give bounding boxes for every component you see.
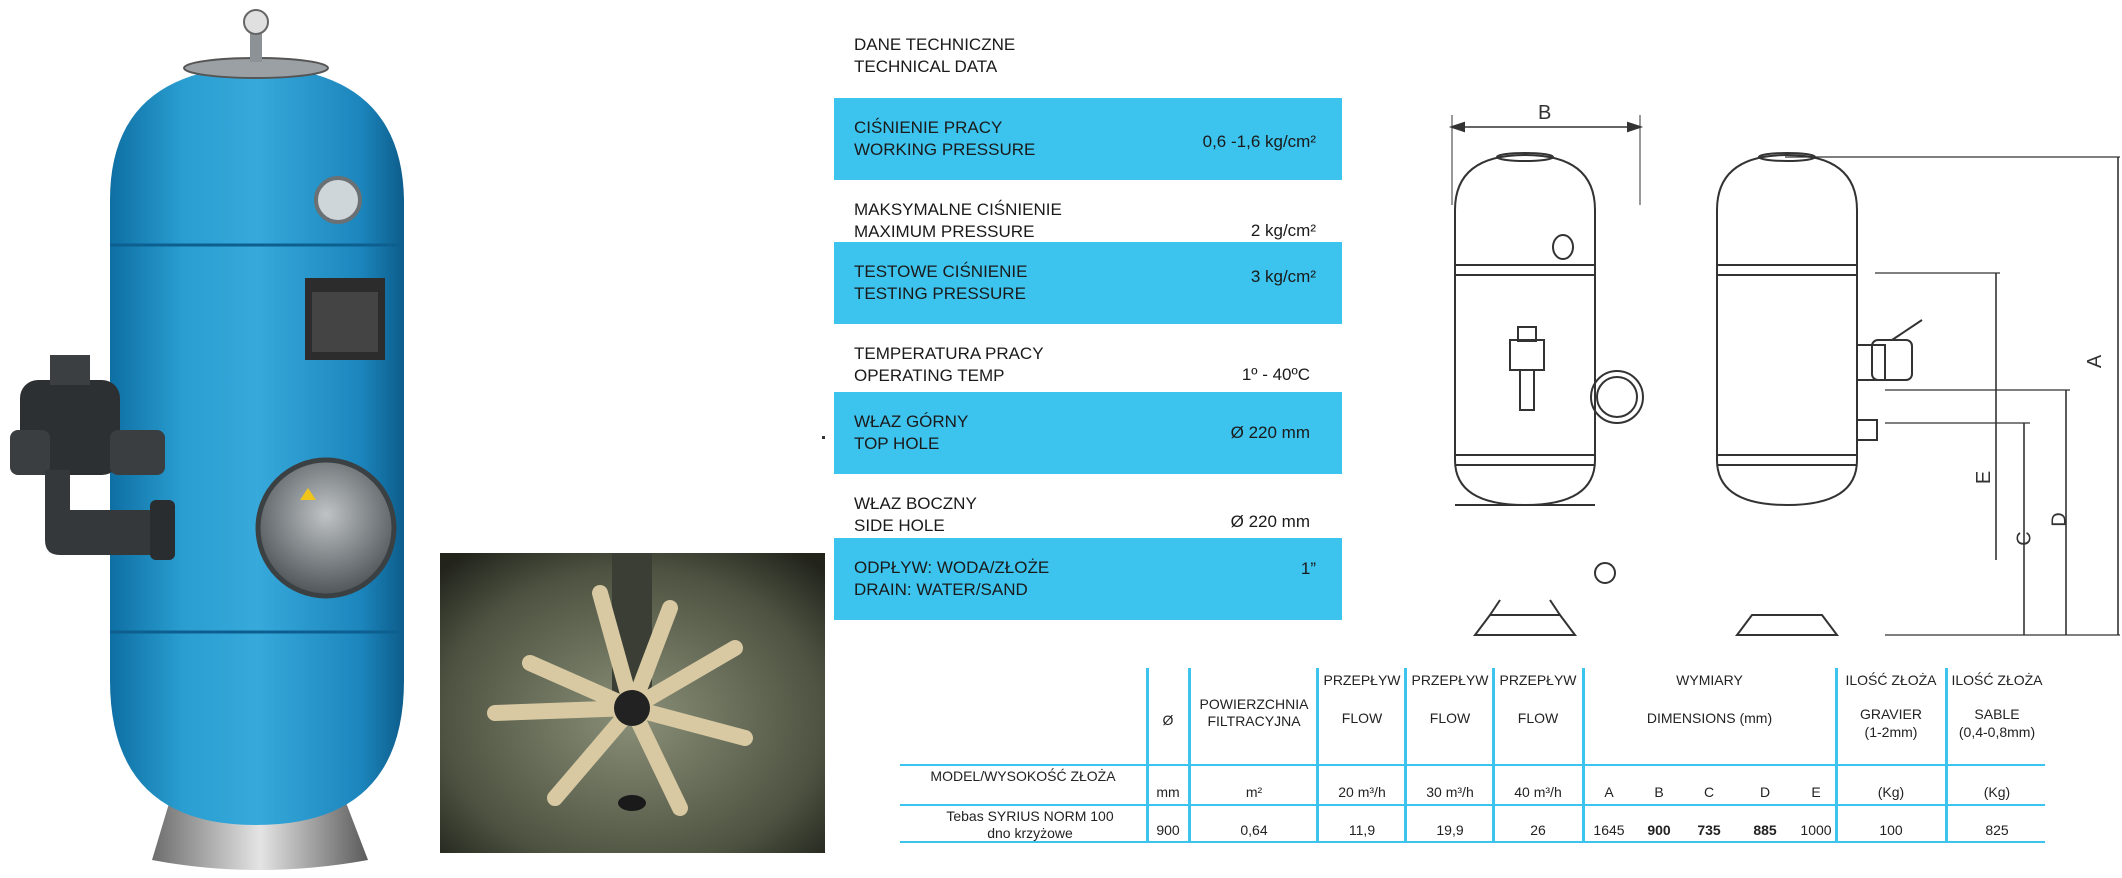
unit-b: B: [1654, 784, 1664, 800]
spec-label-en: SIDE HOLE: [854, 516, 945, 535]
spec-label-pl: MAKSYMALNE CIŚNIENIE: [854, 200, 1062, 219]
spec-label-pl: WŁAZ BOCZNY: [854, 494, 977, 513]
header-gravel-quantity: ILOŚĆ ZŁOŻA: [1845, 672, 1937, 688]
header-flow-pl-3: PRZEPŁYW: [1499, 672, 1577, 688]
spec-working-pressure: [834, 98, 1342, 180]
header-flow-pl-2: PRZEPŁYW: [1411, 672, 1489, 688]
unit-area: m²: [1245, 784, 1263, 800]
header-flow-en-1: FLOW: [1341, 710, 1383, 726]
spec-top-hole: [834, 392, 1342, 474]
value-flow-2: 19,9: [1436, 822, 1464, 838]
header-flow-pl-1: PRZEPŁYW: [1323, 672, 1401, 688]
dimension-label-e: E: [1973, 470, 1996, 485]
unit-flow-3: 40 m³/h: [1514, 784, 1562, 800]
dimension-label-c: C: [2013, 531, 2036, 546]
header-sand-size: (0,4-0,8mm): [1958, 724, 2036, 740]
header-gravel-size: (1-2mm): [1864, 724, 1918, 740]
underdrain-photo: [440, 553, 825, 853]
unit-diameter: mm: [1156, 784, 1180, 800]
header-filtration-area: POWIERZCHNIA FILTRACYJNA: [1199, 696, 1309, 729]
spec-label-en: MAXIMUM PRESSURE: [854, 222, 1035, 241]
spec-value: 2 kg/cm²: [1250, 221, 1316, 240]
header-gravel: GRAVIER: [1860, 706, 1922, 722]
side-view: [1717, 153, 1922, 635]
value-b: 900: [1647, 822, 1671, 838]
spec-value: Ø 220 mm: [1230, 511, 1310, 531]
spec-label-en: WORKING PRESSURE: [854, 140, 1036, 159]
header-dimensions-pl: WYMIARY: [1676, 672, 1743, 688]
dimension-drawing: [1430, 95, 2120, 650]
spec-testing-pressure: [834, 242, 1342, 324]
spec-label-pl: CIŚNIENIE PRACY: [854, 118, 1003, 137]
unit-c: C: [1703, 784, 1715, 800]
dimension-label-d: D: [2048, 512, 2071, 527]
spec-value: 1º - 40ºC: [1241, 365, 1310, 384]
spec-value: 3 kg/cm²: [1250, 266, 1316, 286]
dimension-label-a: A: [2084, 354, 2107, 369]
spec-label-pl: TESTOWE CIŚNIENIE: [854, 262, 1028, 281]
value-sand: 825: [1985, 822, 2009, 838]
value-d: 885: [1753, 822, 1777, 838]
value-area: 0,64: [1240, 822, 1268, 838]
stray-dot: [822, 436, 825, 439]
filter-tank-photo: [0, 0, 440, 878]
value-c: 735: [1697, 822, 1721, 838]
unit-flow-2: 30 m³/h: [1426, 784, 1474, 800]
value-a: 1645: [1593, 822, 1625, 838]
header-sand-quantity: ILOŚĆ ZŁOŻA: [1951, 672, 2043, 688]
model-name: Tebas SYRIUS NORM 100 dno krzyżowe: [946, 808, 1114, 841]
value-flow-3: 26: [1530, 822, 1546, 838]
specification-table: [900, 668, 2050, 843]
technical-data-title: [854, 34, 1015, 78]
unit-sand: (Kg): [1983, 784, 2011, 800]
header-flow-en-2: FLOW: [1429, 710, 1471, 726]
value-e: 1000: [1800, 822, 1832, 838]
spec-label-en: TESTING PRESSURE: [854, 284, 1026, 303]
spec-label-pl: WŁAZ GÓRNY: [854, 412, 969, 431]
spec-label-pl: ODPŁYW: WODA/ZŁOŻE: [854, 558, 1050, 577]
unit-e: E: [1811, 784, 1821, 800]
spec-drain: [834, 538, 1342, 620]
spec-label-pl: TEMPERATURA PRACY: [854, 344, 1044, 363]
unit-gravel: (Kg): [1877, 784, 1905, 800]
dimension-lines: [1785, 157, 2120, 635]
spec-value: 1”: [1300, 559, 1316, 579]
title-pl: DANE TECHNICZNE: [854, 35, 1016, 54]
dimension-label-b: B: [1538, 102, 1552, 124]
unit-flow-1: 20 m³/h: [1338, 784, 1386, 800]
spec-value: Ø 220 mm: [1230, 423, 1310, 443]
value-gravel: 100: [1879, 822, 1903, 838]
value-flow-1: 11,9: [1348, 822, 1376, 838]
spec-label-en: DRAIN: WATER/SAND: [854, 580, 1028, 599]
header-diameter: Ø: [1162, 712, 1174, 728]
title-en: TECHNICAL DATA: [854, 57, 998, 76]
spec-label-en: TOP HOLE: [854, 434, 940, 453]
spec-label-en: OPERATING TEMP: [854, 366, 1005, 385]
unit-d: D: [1759, 784, 1771, 800]
spec-value: 0,6 -1,6 kg/cm²: [1202, 132, 1316, 152]
unit-a: A: [1604, 784, 1614, 800]
row-header-model: MODEL/WYSOKOŚĆ ZŁOŻA: [930, 768, 1116, 784]
front-view: [1452, 115, 1643, 635]
header-sand: SABLE: [1974, 706, 2020, 722]
header-dimensions-en: DIMENSIONS (mm): [1646, 710, 1773, 726]
header-flow-en-3: FLOW: [1517, 710, 1559, 726]
value-diameter: 900: [1156, 822, 1180, 838]
